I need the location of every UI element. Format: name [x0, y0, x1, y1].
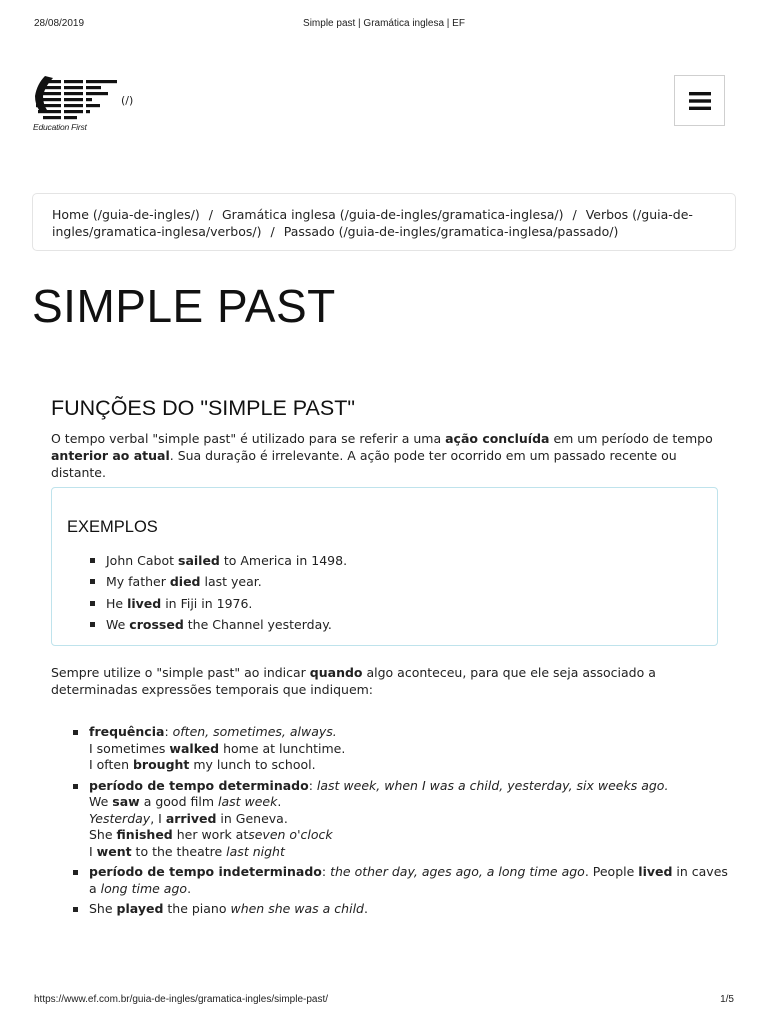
use-verb: arrived: [165, 810, 217, 826]
use-text: , I: [150, 810, 166, 826]
intro-text: O tempo verbal "simple past" é utilizado para se referir a uma: [51, 431, 446, 446]
use-label: período de tempo indeterminado: [89, 864, 322, 879]
intro-text: em um período de tempo: [549, 431, 713, 446]
use-verb: walked: [169, 740, 220, 756]
example-text: the Channel yesterday.: [183, 616, 332, 632]
ef-logo[interactable]: [33, 74, 123, 136]
examples-box: [51, 487, 718, 646]
example-verb: died: [169, 574, 201, 590]
breadcrumb-separator: /: [270, 224, 275, 239]
use-verb: finished: [116, 827, 173, 842]
use-text: .: [332, 724, 337, 739]
use-label: frequência: [89, 724, 165, 739]
page-title: SIMPLE PAST: [32, 280, 336, 332]
use-text: to the theatre: [131, 843, 227, 859]
square-bullet-icon: [73, 907, 78, 912]
use-text: a good film: [139, 794, 218, 809]
example-text: in Fiji in 1976.: [161, 595, 253, 611]
use-italic: seven o'clock: [248, 827, 333, 842]
use-terms: often, sometimes, always: [172, 724, 333, 739]
intro-paragraph: [51, 430, 731, 481]
example-verb: lived: [127, 595, 162, 611]
use-italic: last week: [217, 794, 278, 809]
print-footer: [0, 994, 768, 1008]
square-bullet-icon: [90, 579, 95, 584]
use-text: in caves a: [89, 864, 728, 896]
use-text: I sometimes: [89, 740, 170, 756]
use-italic: last night: [226, 843, 285, 859]
breadcrumb-separator: /: [572, 207, 577, 222]
use-text: I often: [89, 757, 133, 772]
menu-button[interactable]: [674, 75, 725, 126]
print-date: 28/08/2019: [34, 18, 85, 29]
example-text: My father: [106, 574, 170, 590]
list-item-indetermined: [73, 864, 733, 897]
use-text: .: [277, 794, 282, 809]
square-bullet-icon: [90, 622, 95, 627]
use-italic: Yesterday: [89, 810, 151, 826]
example-text: to America in 1498.: [219, 553, 348, 568]
list-item: [88, 616, 347, 637]
example-text: He: [106, 595, 128, 611]
list-item-frequency: [73, 724, 733, 774]
usage-text: algo aconteceu, para que ele seja associado a determinadas expressões temporais que indiquem:: [51, 665, 656, 697]
use-text: in Geneva.: [216, 810, 288, 826]
use-text: my lunch to school.: [189, 757, 316, 772]
use-text: I: [89, 843, 97, 859]
use-verb: played: [116, 901, 164, 916]
square-bullet-icon: [90, 558, 95, 563]
use-text: We: [89, 794, 113, 809]
list-item: [88, 552, 347, 573]
usage-text: Sempre utilize o "simple past" ao indicar: [51, 665, 310, 680]
use-terms: last week, when I was a child, yesterday, six weeks ago.: [316, 777, 669, 793]
use-italic: long time ago: [100, 880, 188, 896]
list-item-child: [73, 901, 733, 918]
usage-paragraph: [51, 664, 731, 698]
use-text: :: [321, 864, 331, 879]
breadcrumb-verbs[interactable]: Verbos (/guia-de-ingles/gramatica-inglesa/verbos/): [52, 207, 693, 239]
print-page-number: 1/5: [720, 994, 734, 1005]
use-text: :: [164, 724, 173, 739]
print-header: [0, 18, 768, 32]
logo-link-text[interactable]: (/): [121, 94, 134, 107]
use-text: She: [89, 901, 117, 916]
use-terms: the other day, ages ago, a long time ago: [330, 864, 585, 879]
intro-bold: anterior ao atual: [51, 448, 170, 463]
intro-text: . Sua duração é irrelevante. A ação pode ter ocorrido em um passado recente ou distante.: [51, 448, 677, 480]
list-item: [88, 595, 347, 616]
use-text: She: [89, 827, 117, 842]
use-text: her work at: [172, 827, 249, 842]
breadcrumb: [32, 193, 736, 251]
breadcrumb-home[interactable]: Home (/guia-de-ingles/): [52, 207, 200, 222]
use-verb: went: [96, 843, 132, 859]
intro-bold: ação concluída: [445, 431, 550, 446]
example-text: We: [106, 616, 130, 632]
hamburger-menu-icon: [689, 92, 711, 110]
list-item: [88, 573, 347, 594]
examples-list: [88, 552, 347, 637]
square-bullet-icon: [73, 730, 78, 735]
section-title: FUNÇÕES DO "SIMPLE PAST": [51, 396, 355, 420]
square-bullet-icon: [90, 601, 95, 606]
use-text: .: [363, 901, 368, 916]
example-text: John Cabot: [106, 553, 178, 568]
breadcrumb-separator: /: [208, 207, 213, 222]
use-verb: brought: [132, 757, 190, 772]
example-verb: crossed: [129, 616, 184, 632]
use-text: . People: [584, 864, 639, 879]
use-text: home at lunchtime.: [219, 740, 346, 756]
examples-title: EXEMPLOS: [67, 518, 158, 536]
print-url: https://www.ef.com.br/guia-de-ingles/gramatica-ingles/simple-past/: [34, 994, 329, 1005]
usage-bold: quando: [309, 665, 363, 680]
ef-tagline: Education First: [33, 122, 87, 132]
square-bullet-icon: [73, 870, 78, 875]
use-italic: when she was a child: [230, 901, 364, 916]
print-title: Simple past | Gramática inglesa | EF: [303, 18, 465, 29]
square-bullet-icon: [73, 784, 78, 789]
use-text: the piano: [163, 901, 231, 916]
use-text: :: [308, 777, 317, 793]
breadcrumb-past[interactable]: Passado (/guia-de-ingles/gramatica-inglesa/passado/): [283, 224, 619, 239]
breadcrumb-grammar[interactable]: Gramática inglesa (/guia-de-ingles/gramatica-inglesa/): [221, 207, 564, 222]
example-text: last year.: [200, 574, 262, 590]
example-verb: sailed: [178, 553, 220, 568]
use-verb: saw: [112, 794, 140, 809]
use-label: período de tempo determinado: [89, 777, 309, 793]
uses-list: [73, 724, 733, 922]
use-text: .: [187, 880, 192, 896]
list-item-determined: [73, 778, 733, 861]
use-verb: lived: [638, 864, 673, 879]
